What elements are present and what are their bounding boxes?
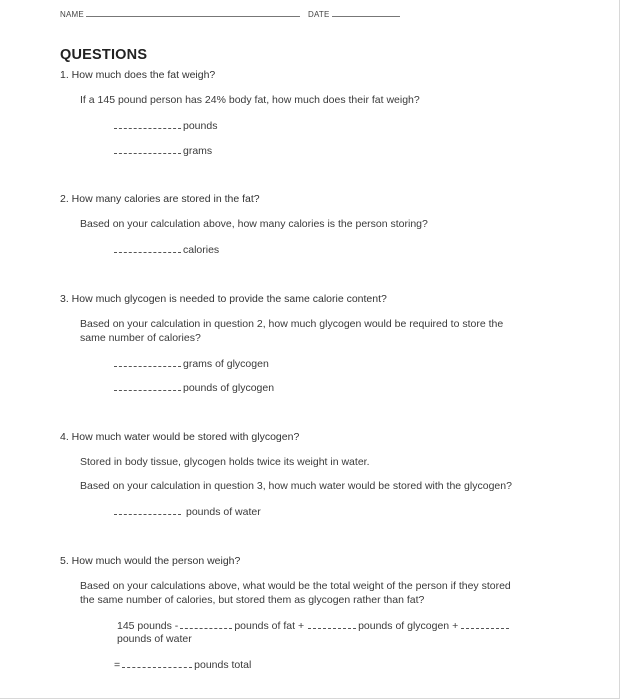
question-5-prompt-line-1: Based on your calculations above, what would be the total weight of the person if they stored: [80, 580, 511, 592]
question-2-prompt: Based on your calculation above, how many calories is the person storing?: [80, 218, 428, 230]
answer-unit: grams: [183, 145, 213, 157]
question-5-prompt-line-2: the same number of calories, but stored them as glycogen rather than fat?: [80, 594, 425, 606]
equation-start: 145 pounds -: [117, 620, 179, 632]
answer-row: [114, 381, 274, 394]
question-1: 1. How much does the fat weigh?: [60, 69, 216, 81]
date-field: [308, 9, 402, 19]
name-label: NAME: [60, 10, 84, 19]
name-blank[interactable]: [86, 9, 300, 17]
answer-row: [114, 357, 269, 370]
question-3-prompt-line-2: same number of calories?: [80, 332, 201, 344]
name-field: [60, 9, 302, 19]
answer-unit: pounds: [183, 120, 218, 132]
section-title: QUESTIONS: [60, 47, 148, 63]
date-blank[interactable]: [332, 9, 400, 17]
total-unit: pounds total: [194, 659, 252, 671]
answer-blank[interactable]: [114, 357, 181, 367]
equation-water-unit: pounds of water: [117, 633, 192, 645]
question-1-prompt: If a 145 pound person has 24% body fat, how much does their fat weigh?: [80, 94, 420, 106]
question-2: 2. How many calories are stored in the fat?: [60, 193, 260, 205]
date-label: DATE: [308, 10, 330, 19]
answer-blank[interactable]: [114, 381, 181, 391]
total-row: [114, 658, 251, 671]
question-4-info: Stored in body tissue, glycogen holds twice its weight in water.: [80, 456, 370, 468]
answer-blank[interactable]: [122, 658, 192, 668]
equation-glycogen-unit: pounds of glycogen +: [358, 620, 459, 632]
equation-fat-unit: pounds of fat +: [234, 620, 305, 632]
question-4-prompt: Based on your calculation in question 3, how much water would be stored with the glycogen?: [80, 480, 512, 492]
question-3: 3. How much glycogen is needed to provide the same calorie content?: [60, 293, 387, 305]
question-5: 5. How much would the person weigh?: [60, 555, 241, 567]
equals-sign: =: [114, 659, 121, 671]
answer-unit: grams of glycogen: [183, 358, 269, 370]
answer-blank[interactable]: [114, 243, 181, 253]
answer-blank[interactable]: [114, 119, 181, 129]
answer-row: [114, 144, 212, 157]
answer-blank[interactable]: [114, 505, 181, 515]
answer-unit: calories: [183, 244, 220, 256]
answer-row: [114, 119, 217, 132]
answer-blank[interactable]: [114, 144, 181, 154]
equation-line: [117, 619, 511, 632]
answer-row: [114, 505, 261, 518]
question-3-prompt-line-1: Based on your calculation in question 2, how much glycogen would be required to store the: [80, 318, 504, 330]
answer-blank[interactable]: [461, 619, 509, 629]
question-4: 4. How much water would be stored with glycogen?: [60, 431, 300, 443]
answer-row: [114, 243, 219, 256]
answer-unit: pounds of glycogen: [183, 382, 275, 394]
answer-blank[interactable]: [180, 619, 232, 629]
answer-blank[interactable]: [308, 619, 356, 629]
answer-unit: pounds of water: [186, 506, 261, 518]
